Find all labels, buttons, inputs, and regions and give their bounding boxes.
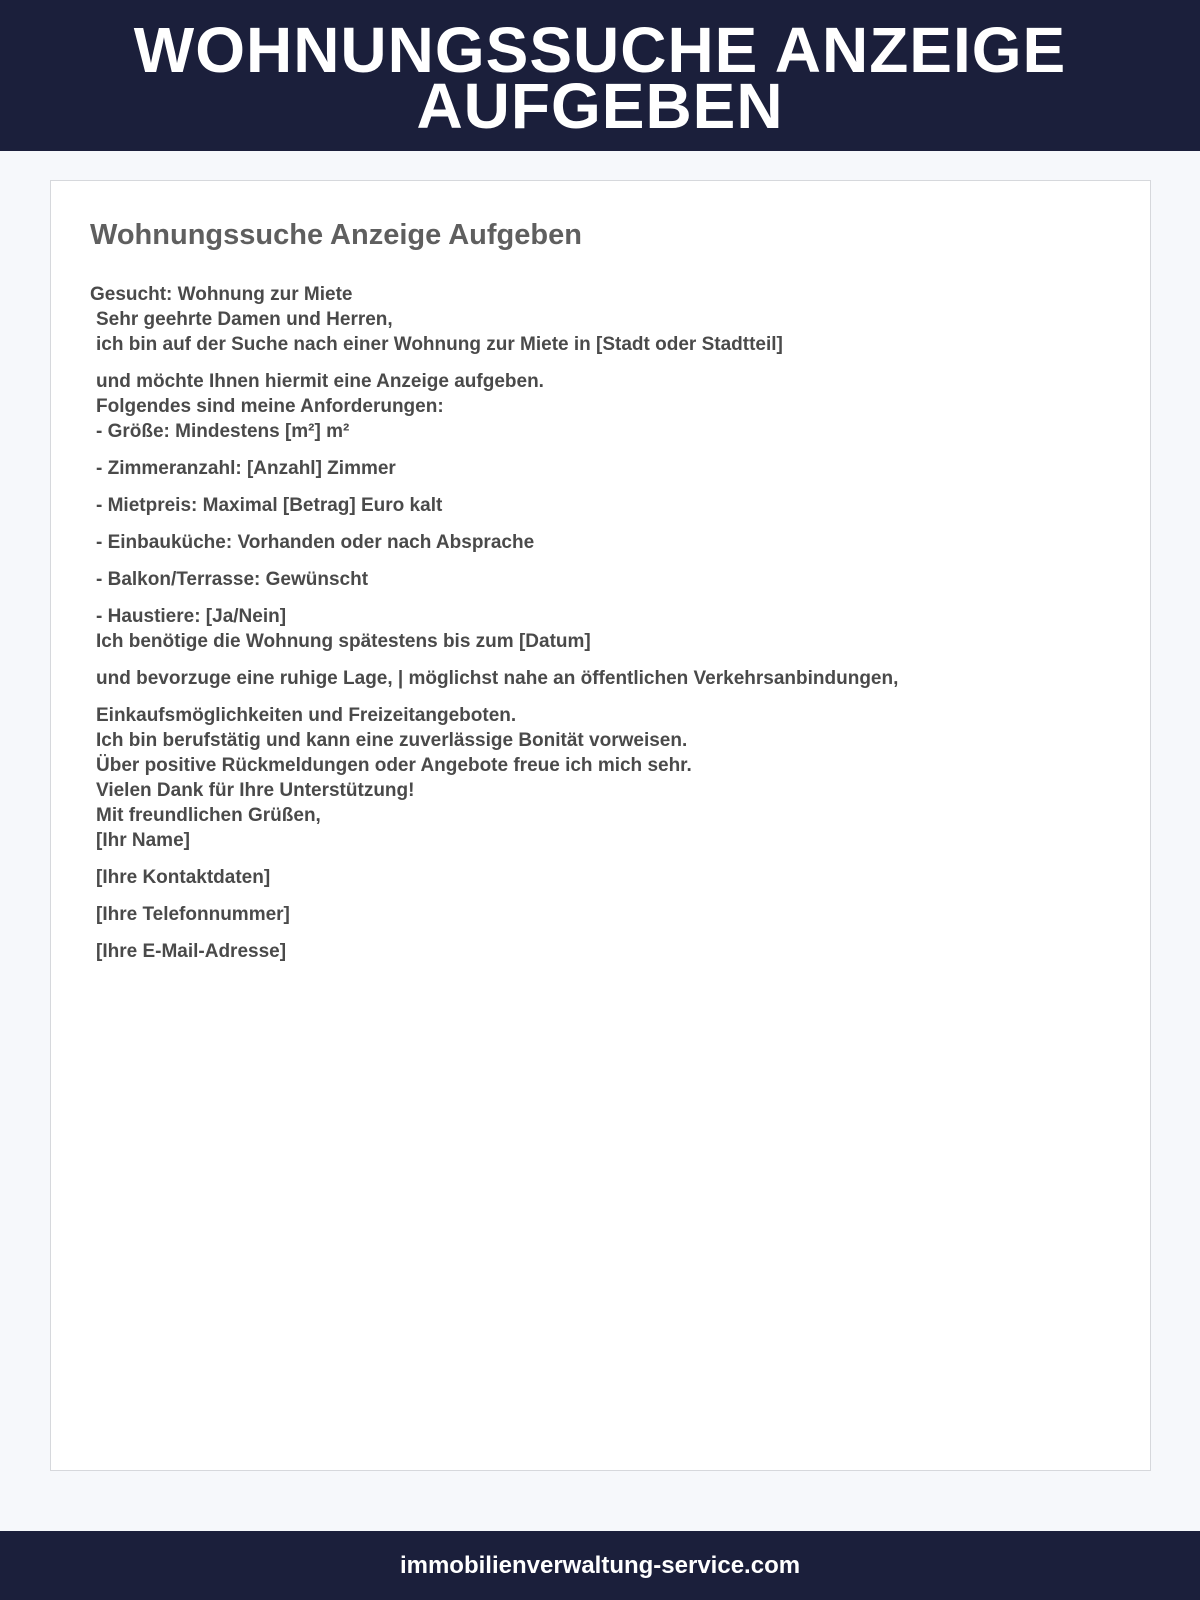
document-line: [Ihr Name] xyxy=(96,830,190,851)
document-line: Einkaufsmöglichkeiten und Freizeitangeboten. xyxy=(96,705,517,726)
document-line: [Ihre Telefonnummer] xyxy=(96,904,290,925)
document-line: Ich bin berufstätig und kann eine zuverlässige Bonität vorweisen. xyxy=(96,730,688,751)
document-line: - Balkon/Terrasse: Gewünscht xyxy=(96,569,369,590)
document-line: - Haustiere: [Ja/Nein] xyxy=(96,606,287,627)
document-line: - Einbauküche: Vorhanden oder nach Absprache xyxy=(96,532,535,553)
document-line: Ich benötige die Wohnung spätestens bis zum [Datum] xyxy=(96,631,591,652)
document-line: und bevorzuge eine ruhige Lage, | möglichst nahe an öffentlichen Verkehrsanbindungen, xyxy=(96,668,899,689)
document-line: ich bin auf der Suche nach einer Wohnung zur Miete in [Stadt oder Stadtteil] xyxy=(96,334,783,355)
footer-site-link[interactable]: immobilienverwaltung-service.com xyxy=(399,1551,801,1579)
document-line: Über positive Rückmeldungen oder Angebote freue ich mich sehr. xyxy=(96,755,692,776)
document-line: Gesucht: Wohnung zur Miete xyxy=(90,284,353,305)
document-line: - Zimmeranzahl: [Anzahl] Zimmer xyxy=(96,458,396,479)
document-line: - Größe: Mindestens [m²] m² xyxy=(96,421,350,442)
document-line: und möchte Ihnen hiermit eine Anzeige aufgeben. xyxy=(96,371,544,392)
document-line: Folgendes sind meine Anforderungen: xyxy=(96,396,444,417)
document-line: Mit freundlichen Grüßen, xyxy=(96,805,321,826)
document-line: Vielen Dank für Ihre Unterstützung! xyxy=(96,780,415,801)
document-line: - Mietpreis: Maximal [Betrag] Euro kalt xyxy=(96,495,443,516)
document-card xyxy=(50,180,1151,1471)
document-body xyxy=(90,282,1110,964)
page-footer xyxy=(0,1531,1200,1600)
document-title: Wohnungssuche Anzeige Aufgeben xyxy=(90,219,582,251)
document-line: [Ihre Kontaktdaten] xyxy=(96,867,271,888)
header-title: WOHNUNGSSUCHE ANZEIGE AUFGEBEN xyxy=(133,13,1067,142)
document-line: Sehr geehrte Damen und Herren, xyxy=(96,309,393,330)
document-line: [Ihre E-Mail-Adresse] xyxy=(96,941,287,962)
page-header xyxy=(0,0,1200,151)
